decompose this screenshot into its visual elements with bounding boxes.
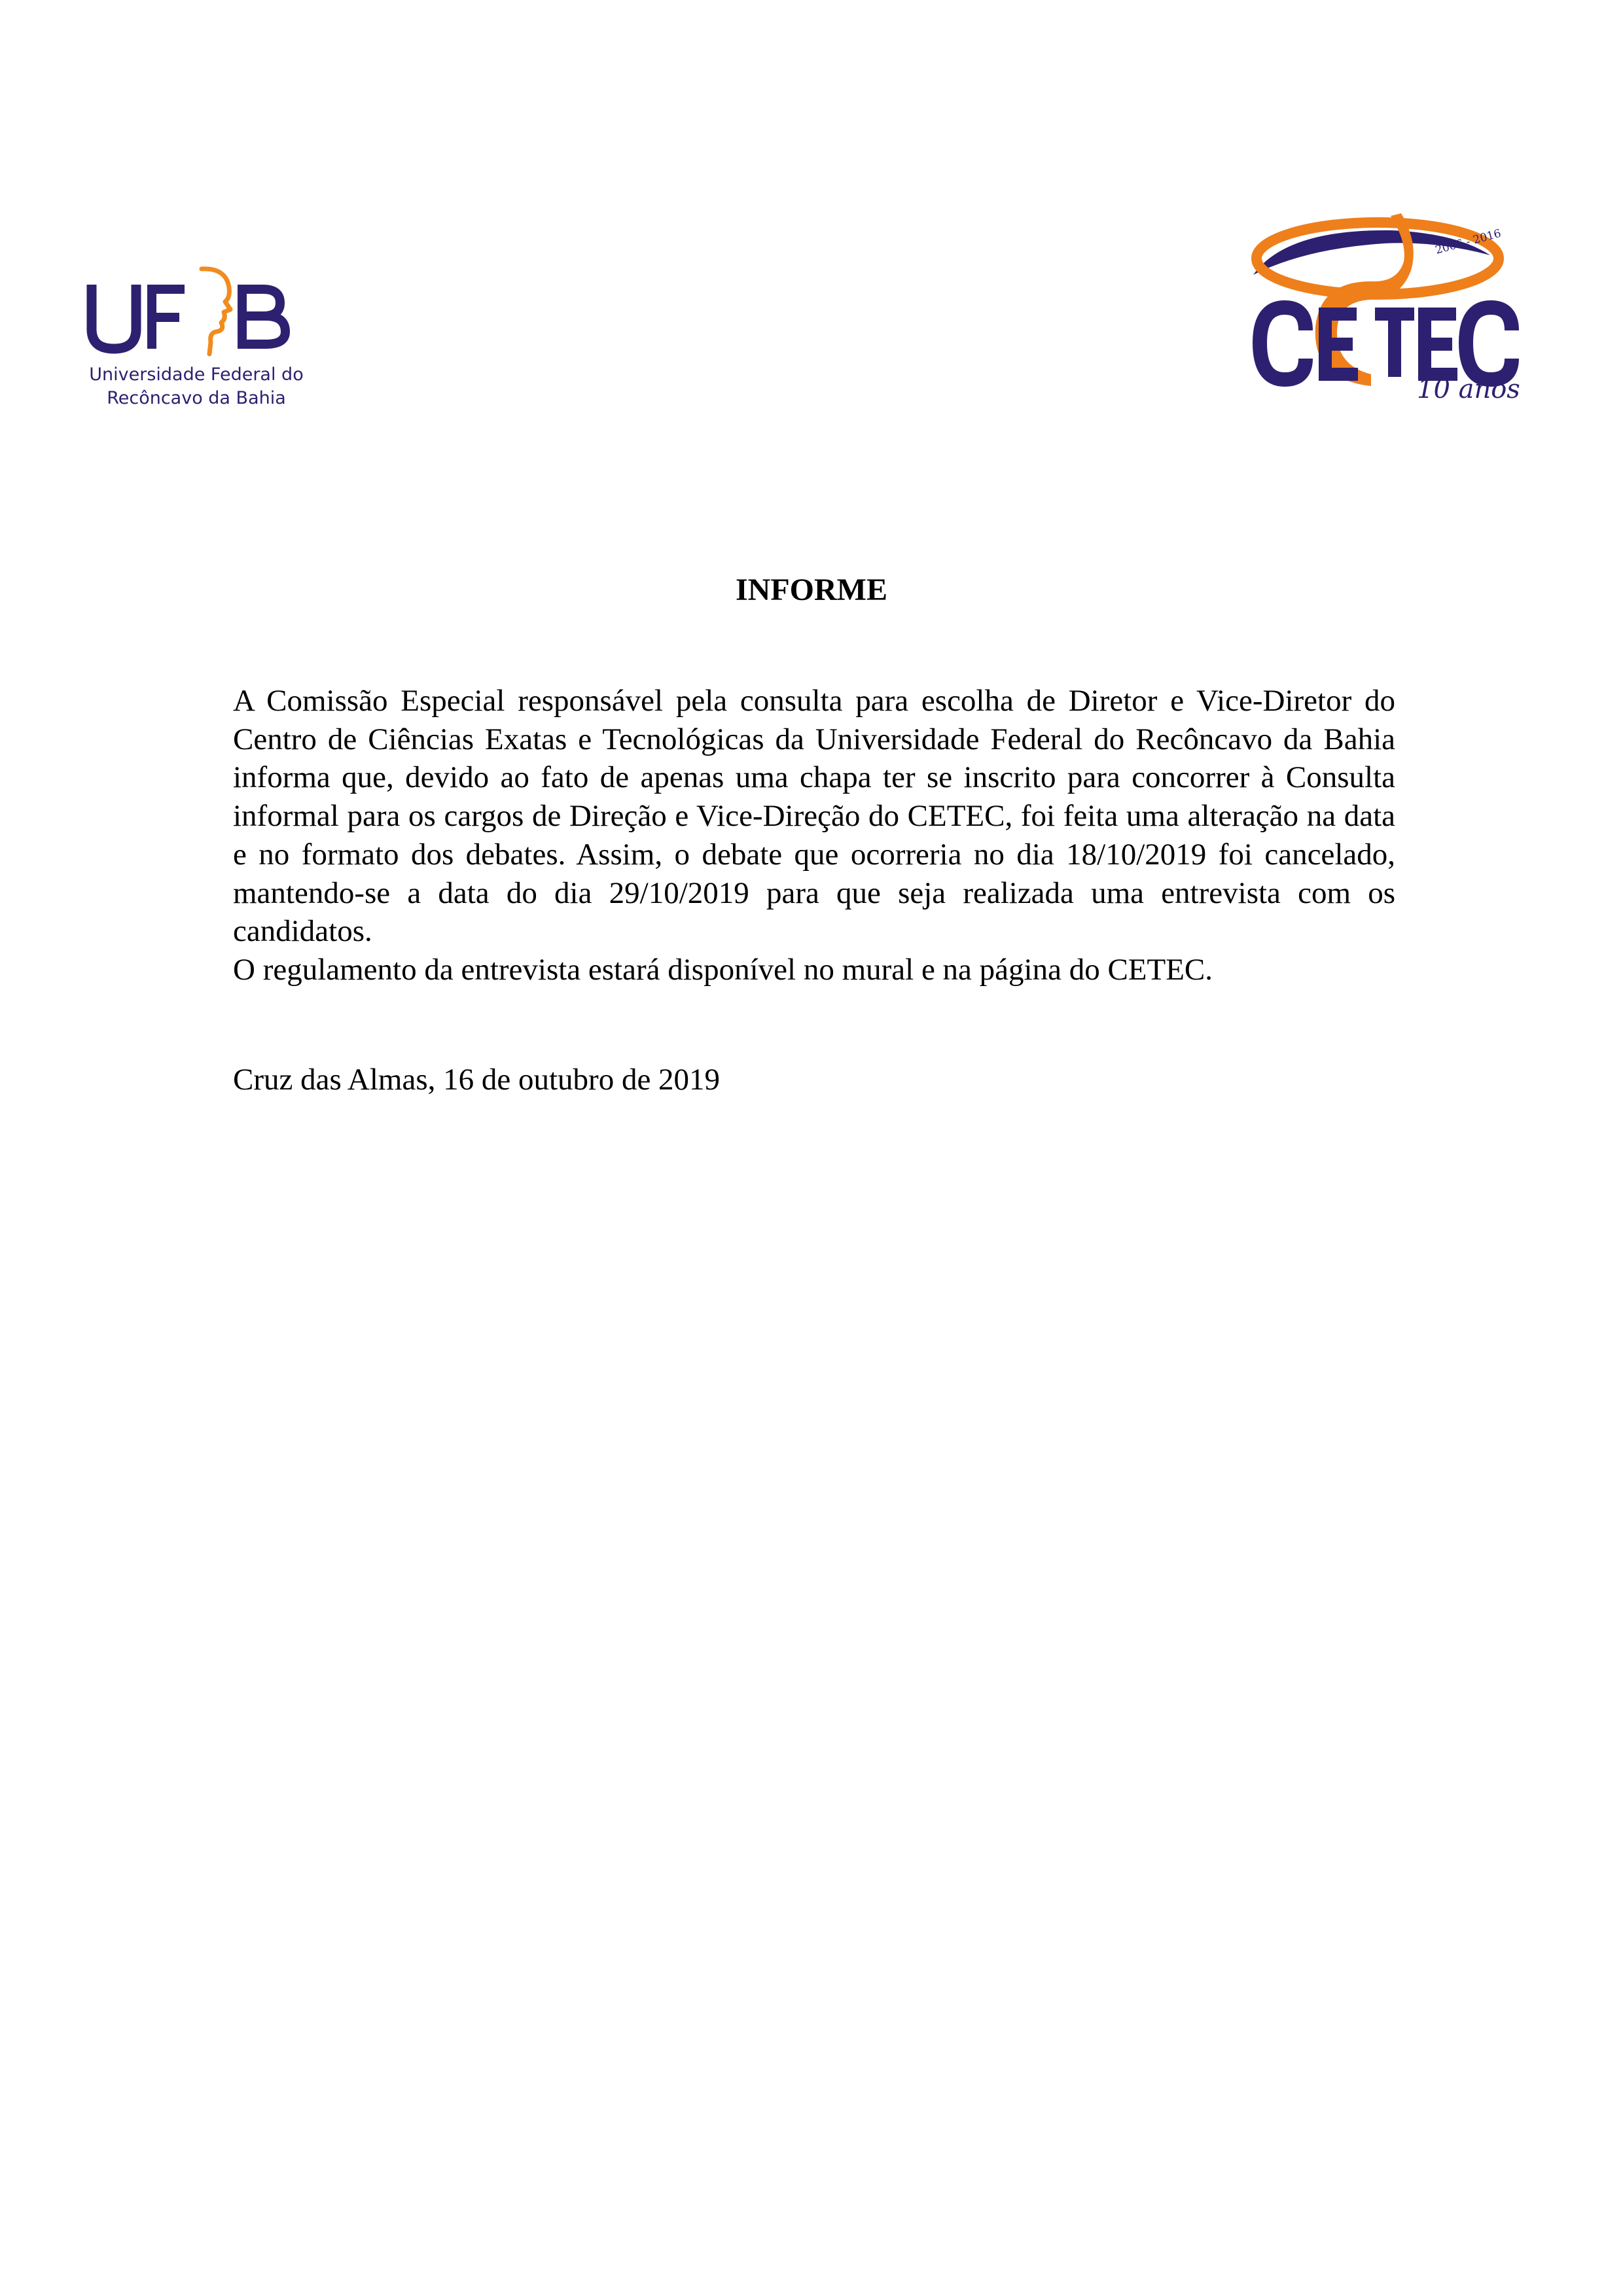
cetec-logo-mark [1240,190,1528,412]
ufrb-logo [85,258,308,415]
place-and-date: Cruz das Almas, 16 de outubro de 2019 [233,1063,721,1097]
cetec-logo [1240,190,1528,412]
body-paragraph-1: A Comissão Especial responsável pela consulta para escolha de Diretor e Vice-Diretor do Centro de Ciências Exatas e Tecnológicas da Universidade Federal do Recôncavo da Bahia informa que, devido ao fato de apenas uma chapa ter se inscrito para concorrer à Consulta informal para os cargos de Direção e Vice-Direção do CETEC, foi feita uma alteração na data e no formato dos debates. Assim, o debate que ocorreria no dia 18/10/2019 foi cancelado, mantendo-se a data do dia 29/10/2019 para que seja realizada uma entrevista com os candidatos. [233,684,1395,949]
body-paragraph-2: O regulamento da entrevista estará disponível no mural e na página do CETEC. [233,952,1213,987]
cetec-years-label: 2006 - 2016 [1434,226,1503,257]
document-title: INFORME [736,573,887,607]
ufrb-subtitle-line1: Universidade Federal do [89,364,304,385]
cetec-anniversary-label: 10 anos [1417,374,1520,404]
document-body [233,682,1395,989]
ufrb-subtitle-line2: Recôncavo da Bahia [107,388,286,408]
ufrb-logo-mark [85,258,308,363]
